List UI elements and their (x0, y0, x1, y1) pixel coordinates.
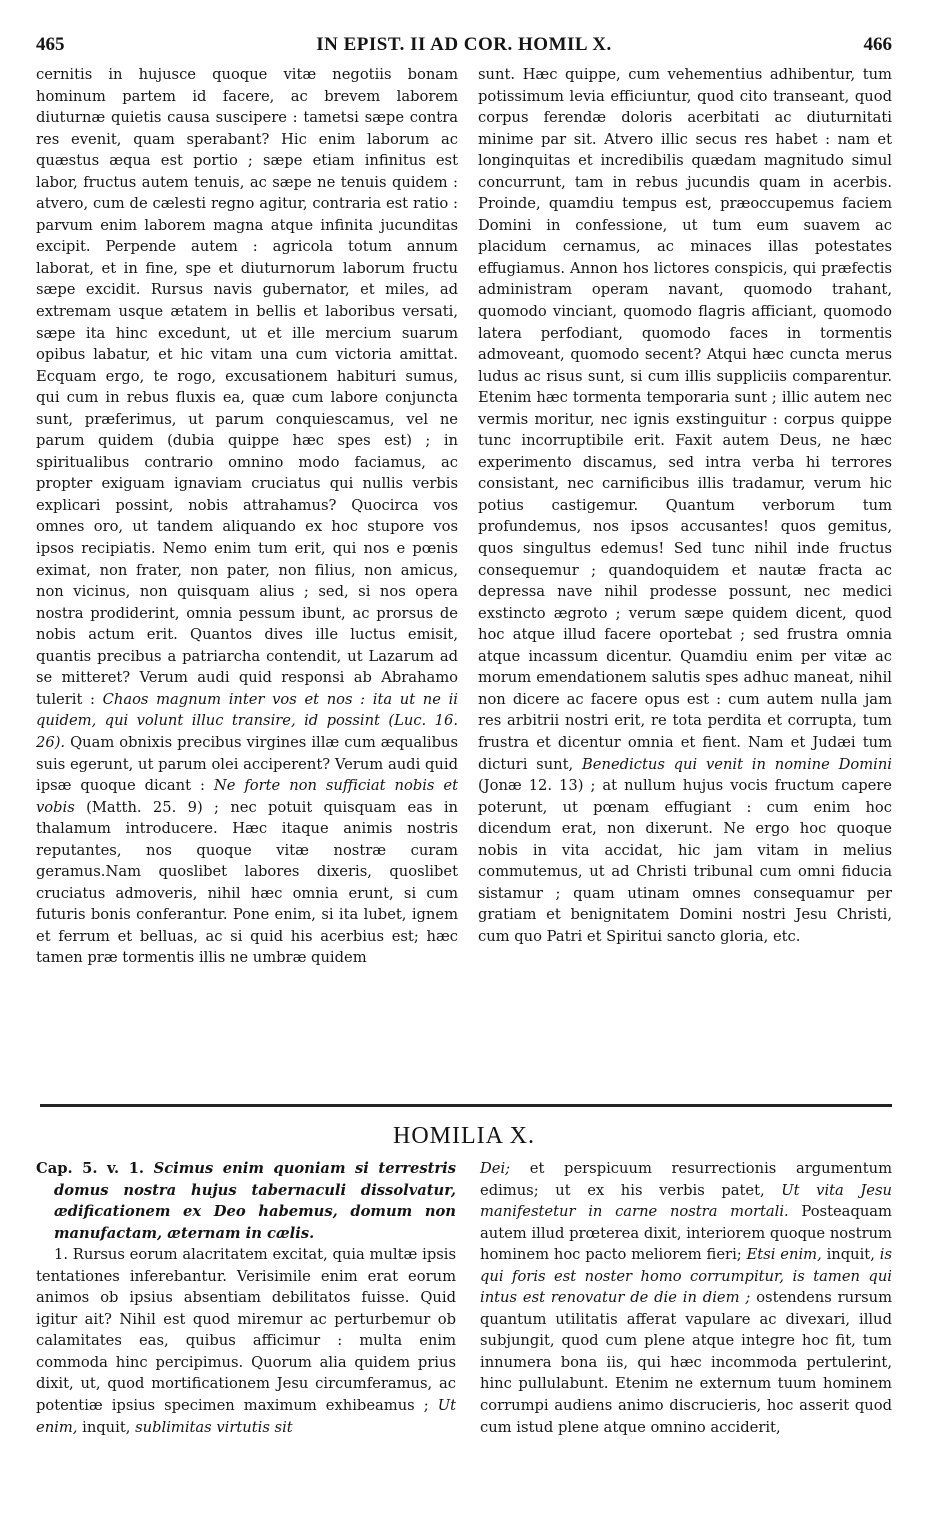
scripture-quote: is qui foris est noster homo corrumpitur, is tamen qui intus est renovatur de die in diem ; (480, 1246, 892, 1307)
body-text: et perspicuum resurrectionis argumentum edimus; ut ex his verbis patet, (480, 1160, 892, 1199)
bottom-right-column (480, 1158, 892, 1438)
scripture-quote: Ut enim, (36, 1397, 456, 1436)
scripture-quote: Ut vita Jesu manifestetur in carne nostra mortali. (480, 1181, 892, 1221)
scripture-quote: Etsi enim, (746, 1246, 822, 1264)
top-right-paragraph (478, 64, 892, 947)
bottom-left-paragraph (36, 1244, 456, 1438)
body-text: 1. Rursus eorum alacritatem excitat, quia multæ ipsis tentationes inferebantur. Verisimile enim erat eorum animos ob ipsius absentiam debilitatos fuisse. Quid igitur ait? Nihil est quod miremur ac perturbemur ob calamitates eas, quibus afficimur : multa enim commoda hinc percipimus. Quorum alia quidem prius dixit, ut, quod mortificationem Jesu circumferamus, ac potentiæ ipsius specimen maximum exhibeamus ; (36, 1246, 456, 1415)
chapter-verse (36, 1158, 456, 1244)
body-text: nec potuit quisquam eas in thalamum introducere. Hæc itaque animis nostris reputantes, nos quoque vitæ nostræ curam geramus.Nam quoslibet labores dixeris, quoslibet cruciatus admoveris, nihil hæc omnia erunt, si cum futuris bonis conferantur. Pone enim, si ita lubet, ignem et ferrum et belluas, ac si quid his acerbius est; hæc tamen præ tormentis illis ne umbræ quidem (36, 798, 459, 967)
body-text: cernitis in hujusce quoque vitæ negotiis bonam hominum partem id facere, ac brevem laborem diuturnæ quietis causa suscipere : tametsi sæpe contra res evenit, quam sperabant? Hic enim laborum ac quæstus æqua est portio ; sæpe etiam infinitus est labor, fructus autem tenuis, ac sæpe ne tenuis quidem : atvero, cum de cælesti regno agitur, contraria est ratio : parvum enim laborem magna atque infinita jucunditas excipit. Perpende autem : agricola totum annum laborat, et in fine, spe et diuturnorum laborum fructu sæpe excidit. Rursus navis gubernator, et miles, ad extremam usque ætatem in bellis et laboribus versati, sæpe ita hinc excedunt, ut et ille mercium suarum opibus labatur, et hic vitam una cum victoria amittat. Ecquam ergo, te rogo, excusationem habituri sumus, qui cum in rebus fluxis ea, quæ cum labore conjuncta sunt, præferimus, ut parum conquiescamus, vel ne parum quidem (dubia quippe hæc spes est) ; in spiritualibus contrario omnino modo faciamus, ac propter exiguam ignaviam cruciatus qui nullis verbis explicari possint, nobis attrahamus? Quocirca vos omnes oro, ut tandem aliquando ex hoc stupore vos ipsos recipiatis. Nemo enim tum erit, qui nos e pœnis eximat, non frater, non pater, non filius, non amicus, non vicinus, non quisquam alius ; sed, si nos opera nostra prodiderint, omnia pessum ibunt, ac prorsus de nobis actum erit. Quantos dives ille luctus emisit, quantis precibus a patriarcha contendit, ut Lazarum ad se mitteret? Verum audi quid responsi ab Abrahamo tulerit : (36, 66, 458, 708)
scripture-quote: sublimitas virtutis sit (135, 1418, 293, 1436)
bottom-left-column (36, 1158, 456, 1438)
scripture-quote: Ne forte non sufficiat nobis et vobis (36, 777, 458, 816)
body-text: Quam obnixis precibus virgines illæ cum æqualibus suis egerunt, ut parum olei acciperent? Verum audi quid ipsæ quoque dicant : (36, 733, 458, 795)
chapter-label: Cap. 5. v. 1. (36, 1160, 145, 1177)
scripture-quote: Chaos magnum inter vos et nos : ita ut ne ii quidem, qui volunt illuc transire, id possint (36, 690, 458, 730)
section-divider (40, 1104, 892, 1107)
scripture-reference: (Jonæ 12. 13) ; (478, 777, 596, 795)
top-left-paragraph (36, 64, 458, 969)
inquit-text: inquit, (82, 1418, 131, 1436)
body-text: ostendens rursum quantum utilitatis afferat vapulare ac divexari, illud subjungit, quod cum plene atque integre hoc fit, tum innumera bona iis, qui hæc incommoda pertulerint, hinc pullulabunt. Etenim ne externum tuum hominem corrumpi audiens animo discrucieris, hoc asserit quod cum istud plene atque omnino acciderit, (480, 1289, 893, 1436)
inquit-text: inquit, (826, 1246, 875, 1264)
homily-title: HOMILIA X. (393, 1123, 535, 1149)
bottom-right-paragraph (480, 1158, 892, 1438)
top-right-column (478, 64, 892, 947)
verse-text: Scimus enim quoniam si terrestris domus nostra hujus tabernaculi dissolvatur, ædificationem ex Deo habemus, domum non manufactam, æternam in cælis. (54, 1160, 457, 1242)
page-number-right: 466 (863, 34, 892, 55)
scripture-quote: Dei; (480, 1160, 511, 1177)
scripture-quote: Benedictus qui venit in nomine Domini (582, 755, 892, 773)
running-header (36, 34, 892, 58)
running-title: IN EPIST. II AD COR. HOMIL X. (316, 34, 612, 55)
scripture-reference: (Luc. 16. 26). (36, 712, 458, 751)
body-text: sunt. Hæc quippe, cum vehementius adhibentur, tum potissimum levia efficiuntur, quod cito transeant, quod corpus ferendæ doloris acerbitati ac diuturnitati minime par sit. Atvero illic secus res habet : nam et longinquitas et incredibilis quædam magnitudo simul concurrunt, tam in rebus jucundis quam in acerbis. Proinde, quamdiu tempus est, præoccupemus faciem Domini in confessione, ut tum eum suavem ac placidum cernamus, ac minaces illas potestates effugiamus. Annon hos lictores conspicis, qui præfectis administram operam navant, quomodo trahant, quomodo vinciant, quomodo flagris afficiant, quomodo latera perfodiant, quomodo faces in tormentis admoveant, quomodo secent? Atqui hæc cuncta merus ludus ac risus sunt, si cum illis suppliciis comparentur. Etenim hæc tormenta temporaria sunt ; illic autem nec vermis moritur, nec ignis exstinguitur : corpus quippe tunc incorruptibile erit. Faxit autem Deus, ne hæc experimento discamus, sed intra verba hi terrores consistant, nec carnificibus illis tradamur, verum hic potius castigemur. Quantum verborum tum profundemus, nos ipsos accusantes! quos gemitus, quos singultus edemus! Sed tunc nihil inde fructus consequemur ; quandoquidem et nautæ fracta ac depressa nave nihil prodesse possunt, nec medici exstincto ægroto ; verum sæpe quidem dicent, quod hoc atque illud facere oportebat ; sed frustra omnia atque incassum dicentur. Quamdiu enim per vitæ ac morum emendationem salutis spes adhuc maneat, nihil non dicere ac facere opus est : cum autem nulla jam res arbitrii nostri erit, re tota perdita et corrupta, tum frustra et dicentur omnia et fient. Nam et Judæi tum dicturi sunt, (478, 66, 892, 773)
page-number-left: 465 (36, 34, 65, 55)
body-text: Posteaquam autem illud prœterea dixit, interiorem quoque nostrum hominem hoc pacto meliorem fieri; (480, 1203, 892, 1264)
scripture-reference: (Matth. 25. 9) ; (86, 798, 219, 816)
body-text: at nullum hujus vocis fructum capere poterunt, ut pœnam effugiant : cum enim hoc dicendum erat, non dixerunt. Ne ergo hoc quoque nobis in vita accidat, hic jam vitam in melius commutemus, ut ad Christi tribunal cum omni fiducia sistamur ; quam utinam omnes consequamur per gratiam et benignitatem Domini nostri Jesu Christi, cum quo Patri et Spiritui sancto gloria, etc. (478, 777, 893, 945)
top-left-column (36, 64, 458, 969)
